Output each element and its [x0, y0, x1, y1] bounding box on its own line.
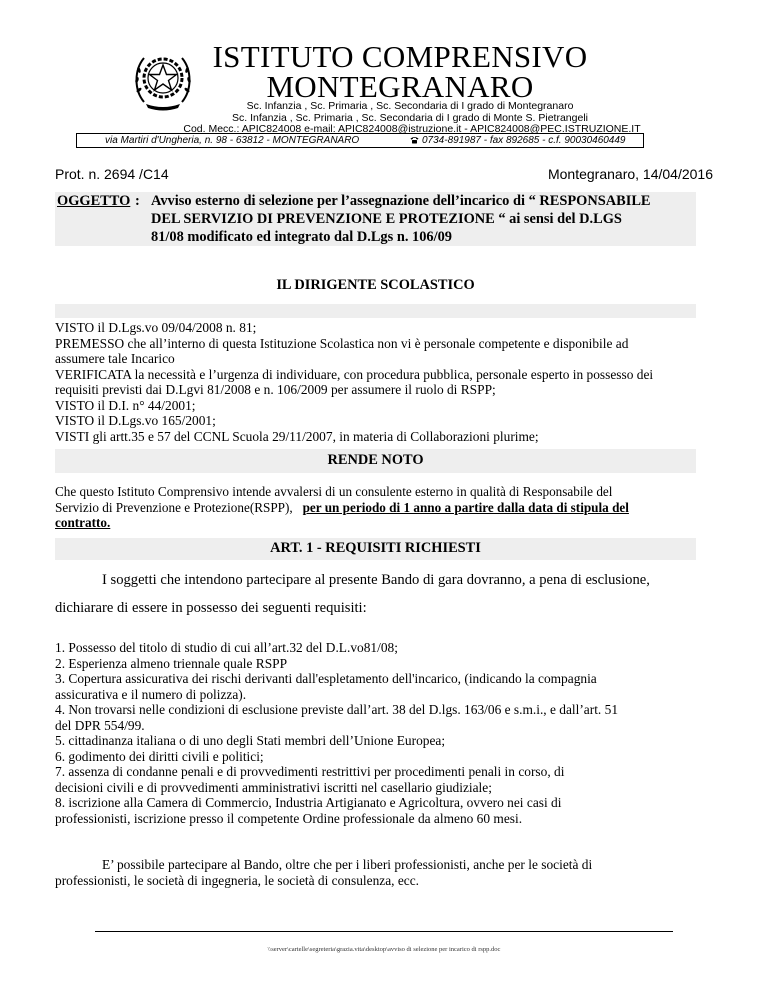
dirigente-heading: IL DIRIGENTE SCOLASTICO — [276, 277, 475, 293]
rende-noto-paragraph — [55, 484, 705, 531]
subject-label-text: OGGETTO — [57, 193, 131, 209]
requirement-line: 7. assenza di condanne penali e di provvedimenti restrittivi per procedimenti penali in corso, di — [55, 764, 565, 779]
rende-noto-line-1: Che questo Istituto Comprensivo intende avvalersi di un consulente esterno in qualità di Responsabile del — [55, 484, 613, 499]
premise-line: assumere tale Incarico — [55, 351, 175, 366]
phones — [410, 134, 626, 147]
premise-line: VERIFICATA la necessità e l’urgenza di individuare, con procedura pubblica, personale esperto in possesso dei — [55, 366, 654, 382]
requirement-line: assicurativa e il numero di polizza). — [55, 686, 247, 702]
rende-noto-line-2 — [55, 500, 705, 516]
address: via Martiri d'Ungheria, n. 98 - 63812 - MONTEGRANARO — [105, 135, 360, 146]
requirement-line: 6. godimento dei diritti civili e politici; — [55, 748, 264, 764]
subject-box — [55, 192, 696, 246]
requirement-line: 1. Possesso del titolo di studio di cui all’art.32 del D.L.vo81/08; — [55, 640, 398, 655]
phones-text: 0734-891987 - fax 892685 - c.f. 90030460449 — [422, 135, 626, 146]
requirement-line: decisioni civili e di provvedimenti amministrativi iscritti nel casellario giudiziale; — [55, 779, 492, 795]
premise-line: PREMESSO che all’interno di questa Istituzione Scolastica non vi è personale competente e disponibile ad — [55, 335, 629, 351]
requirement-line: 4. Non trovarsi nelle condizioni di esclusione previste dall’art. 38 del D.lgs. 163/06 e s.m.i., e dall’art. 51 — [55, 702, 619, 717]
subject-line-1: Avviso esterno di selezione per l’assegnazione dell’incarico di “ RESPONSABILE — [151, 193, 651, 209]
protocol-number: Prot. n. 2694 /C14 — [55, 166, 169, 182]
premises-list — [55, 320, 705, 444]
requirement-line: 3. Copertura assicurativa dei rischi derivanti dall'espletamento dell'incarico, (indicando la compagnia — [55, 671, 597, 686]
art1-heading: ART. 1 - REQUISITI RICHIESTI — [270, 540, 481, 556]
art1-intro-line-2: dichiarare di essere in possesso dei seguenti requisiti: — [55, 600, 367, 616]
subject-label — [57, 192, 130, 210]
premise-line: VISTO il D.Lgs.vo 165/2001; — [55, 413, 216, 428]
schools-line-1: Sc. Infanzia , Sc. Primaria , Sc. Secondaria di I grado di Montegranaro — [246, 100, 574, 112]
requirements-list — [55, 640, 705, 826]
premise-line: VISTO il D.Lgs.vo 09/04/2008 n. 81; — [55, 320, 257, 335]
gray-separator — [55, 304, 696, 318]
requirement-line: 5. cittadinanza italiana o di uno degli Stati membri dell’Unione Europea; — [55, 733, 446, 748]
subject-line-2: DEL SERVIZIO DI PREVENZIONE E PROTEZIONE “ ai sensi del D.LGS — [151, 211, 622, 227]
rende-noto-line-2-plain: Servizio di Prevenzione e Protezione(RSPP), — [55, 499, 303, 515]
institute-title-line2: MONTEGRANARO — [266, 69, 534, 104]
requirement-line: 2. Esperienza almeno triennale quale RSPP — [55, 655, 288, 671]
art1-intro-line-1: I soggetti che intendono partecipare al presente Bando di gara dovranno, a pena di esclusione, — [102, 572, 650, 588]
contract-period-emphasis: per un periodo di 1 anno a partire dalla data di stipula del — [302, 499, 629, 515]
closing-paragraph — [55, 857, 705, 888]
premise-line: VISTI gli artt.35 e 57 del CCNL Scuola 29/11/2007, in materia di Collaborazioni plurime; — [55, 428, 539, 444]
institute-title-line1: ISTITUTO COMPRENSIVO — [212, 39, 588, 74]
schools-line-2: Sc. Infanzia , Sc. Primaria , Sc. Secondaria di I grado di Monte S. Pietrangeli — [231, 112, 588, 124]
requirement-line: del DPR 554/99. — [55, 717, 145, 733]
place-date: Montegranaro, 14/04/2016 — [547, 166, 713, 182]
subject-colon: : — [135, 193, 140, 209]
requirement-line: 8. iscrizione alla Camera di Commercio, Industria Artigianato e Agricoltura, ovvero nei casi di — [55, 795, 562, 810]
codes-line: Cod. Mecc.: APIC824008 e-mail: APIC824008@istruzione.it - APIC824008@PEC.ISTRUZIONE.IT — [183, 123, 641, 135]
premise-line: requisiti previsti dai D.Lgvi 81/2008 e n. 106/2009 per assumere il ruolo di RSPP; — [55, 382, 496, 397]
address-box — [76, 133, 644, 148]
telephone-icon — [410, 136, 419, 144]
footer-file-path: \\server\cartelle\segreteria\grazia.vita\desktop\avviso di selezione per incarico di rspp.doc — [267, 946, 501, 953]
footer-rule — [95, 931, 673, 932]
institute-title — [190, 39, 610, 104]
closing-line-1: E’ possibile partecipare al Bando, oltre che per i liberi professionisti, anche per le società di — [102, 857, 593, 872]
contract-emphasis: contratto. — [55, 515, 111, 530]
premise-line: VISTO il D.I. n° 44/2001; — [55, 397, 196, 413]
requirement-line: professionisti, iscrizione presso il competente Ordine professionale da almeno 60 mesi. — [55, 810, 523, 826]
closing-line-2: professionisti, le società di ingegneria, le società di consulenza, ecc. — [55, 872, 420, 888]
subject-text — [151, 192, 696, 246]
subject-line-3: 81/08 modificato ed integrato dal D.Lgs n. 106/09 — [151, 229, 453, 245]
rende-noto-line-3 — [55, 515, 705, 531]
rende-noto-heading: RENDE NOTO — [327, 452, 424, 468]
